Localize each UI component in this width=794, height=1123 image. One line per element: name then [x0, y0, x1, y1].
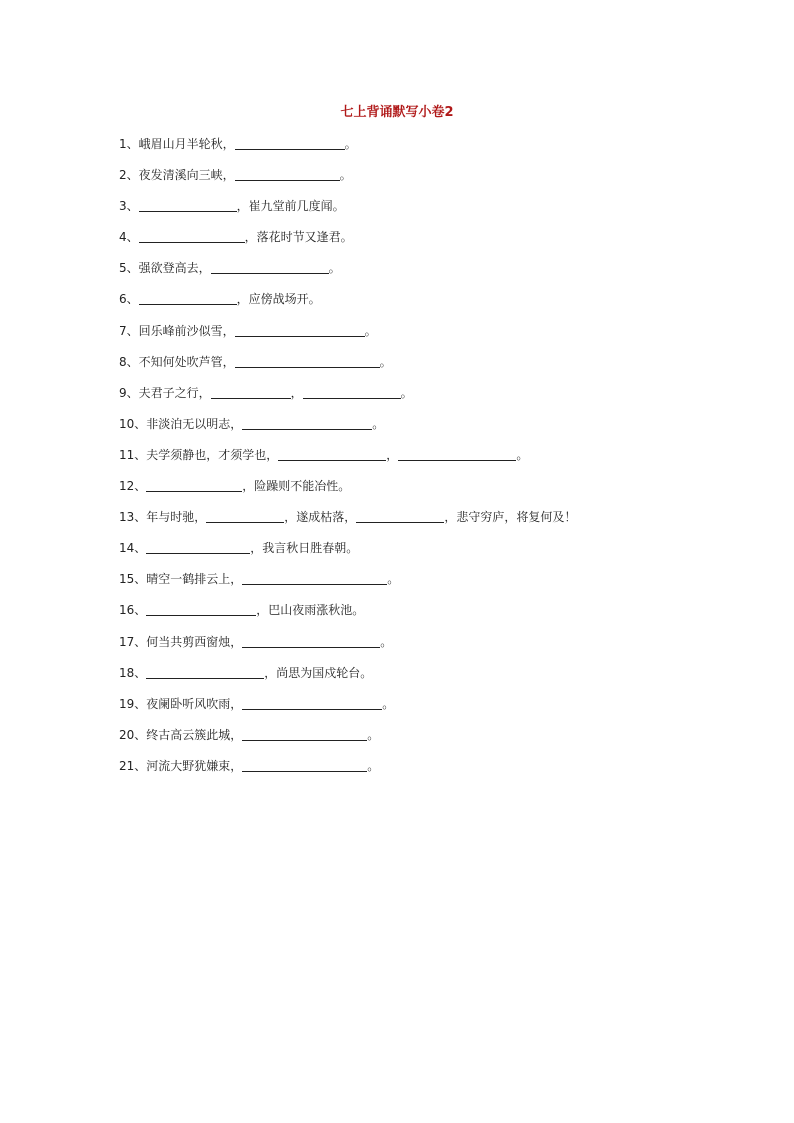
question-text: 回乐峰前沙似雪， [138, 323, 235, 338]
answer-blank[interactable] [242, 632, 380, 648]
answer-blank[interactable] [146, 600, 256, 616]
answer-blank[interactable] [356, 507, 444, 523]
question-text: 。 [339, 168, 352, 183]
question-item [119, 632, 719, 663]
question-text: 。 [328, 261, 341, 276]
answer-blank[interactable] [242, 725, 367, 741]
question-text: ，巴山夜雨涨秋池。 [256, 603, 365, 618]
question-text: 终古高云簇此城， [146, 727, 243, 742]
question-item [119, 725, 719, 756]
question-text: 峨眉山月半轮秋， [138, 137, 235, 151]
question-number: 8、 [119, 354, 139, 369]
answer-blank[interactable] [146, 663, 264, 679]
answer-blank[interactable] [235, 352, 380, 368]
answer-blank[interactable] [139, 289, 237, 305]
question-number: 9、 [119, 385, 139, 400]
question-number: 16、 [119, 603, 147, 618]
question-number: 11、 [119, 447, 147, 462]
question-number: 3、 [119, 199, 139, 214]
question-number: 13、 [119, 510, 147, 525]
question-text: ， [290, 385, 303, 400]
question-text: 。 [382, 696, 395, 711]
question-text: ，悲守穷庐，将复何及！ [444, 510, 577, 525]
question-text: 不知何处吹芦管， [138, 354, 235, 369]
question-item [119, 663, 719, 694]
question-item [119, 165, 719, 196]
question-text: 非淡泊无以明志， [146, 416, 243, 431]
question-text: ，应傍战场开。 [236, 292, 321, 307]
question-text: 年与时驰， [146, 510, 207, 525]
question-list [119, 134, 719, 787]
question-item [119, 694, 719, 725]
question-item [119, 258, 719, 289]
question-number: 1、 [119, 137, 139, 151]
answer-blank[interactable] [146, 476, 242, 492]
question-text: ，遂成枯落， [284, 510, 357, 525]
question-text: 。 [400, 385, 413, 400]
question-item [119, 352, 719, 383]
question-text: 河流大野犹嫌束， [146, 758, 243, 773]
answer-blank[interactable] [242, 569, 387, 585]
answer-blank[interactable] [242, 756, 367, 772]
question-item [119, 507, 719, 538]
question-text: ，险躁则不能冶性。 [242, 479, 351, 494]
question-text: 何当共剪西窗烛， [146, 634, 243, 649]
question-item [119, 414, 719, 445]
question-item [119, 134, 719, 165]
question-number: 2、 [119, 168, 139, 183]
answer-blank[interactable] [139, 196, 237, 212]
answer-blank[interactable] [146, 538, 250, 554]
answer-blank[interactable] [398, 445, 516, 461]
question-number: 5、 [119, 261, 139, 276]
question-text: 。 [367, 727, 380, 742]
question-text: ， [386, 447, 399, 462]
answer-blank[interactable] [235, 165, 340, 181]
question-item [119, 383, 719, 414]
question-number: 10、 [119, 416, 147, 431]
question-item [119, 227, 719, 258]
question-number: 20、 [119, 727, 147, 742]
question-number: 4、 [119, 230, 139, 245]
question-text: 。 [387, 572, 400, 587]
question-text: 夜发清溪向三峡， [138, 168, 235, 183]
question-item [119, 600, 719, 631]
question-item [119, 321, 719, 352]
question-text: 。 [364, 323, 377, 338]
answer-blank[interactable] [242, 414, 372, 430]
question-text: 。 [367, 758, 380, 773]
answer-blank[interactable] [211, 383, 291, 399]
answer-blank[interactable] [235, 321, 365, 337]
answer-blank[interactable] [206, 507, 284, 523]
question-text: 。 [379, 354, 392, 369]
question-item [119, 289, 719, 320]
question-item [119, 196, 719, 227]
answer-blank[interactable] [303, 383, 401, 399]
question-text: ，落花时节又逢君。 [244, 230, 353, 245]
question-number: 6、 [119, 292, 139, 307]
question-item [119, 569, 719, 600]
question-text: ，尚思为国戍轮台。 [264, 665, 373, 680]
question-text: ，崔九堂前几度闻。 [236, 199, 345, 214]
question-text: 。 [372, 416, 385, 431]
page-title: 七上背诵默写小卷2 [340, 105, 454, 120]
question-text: 夫学须静也，才须学也， [146, 447, 279, 462]
answer-blank[interactable] [139, 227, 245, 243]
question-number: 18、 [119, 665, 147, 680]
answer-blank[interactable] [235, 134, 345, 150]
question-number: 15、 [119, 572, 147, 587]
question-text: 夫君子之行， [138, 385, 211, 400]
question-text: 强欲登高去， [138, 261, 211, 276]
question-text: 。 [380, 634, 393, 649]
answer-blank[interactable] [211, 258, 329, 274]
answer-blank[interactable] [242, 694, 382, 710]
question-text: 晴空一鹤排云上， [146, 572, 243, 587]
question-number: 21、 [119, 758, 147, 773]
question-item [119, 756, 719, 787]
question-number: 14、 [119, 541, 147, 556]
question-number: 17、 [119, 634, 147, 649]
question-number: 7、 [119, 323, 139, 338]
question-text: ，我言秋日胜春朝。 [250, 541, 359, 556]
question-number: 19、 [119, 696, 147, 711]
question-item [119, 445, 719, 476]
question-number: 12、 [119, 479, 147, 494]
answer-blank[interactable] [278, 445, 386, 461]
question-item [119, 538, 719, 569]
question-text: 。 [344, 137, 357, 151]
question-text: 夜阑卧听风吹雨， [146, 696, 243, 711]
question-item [119, 476, 719, 507]
question-text: 。 [516, 447, 529, 462]
